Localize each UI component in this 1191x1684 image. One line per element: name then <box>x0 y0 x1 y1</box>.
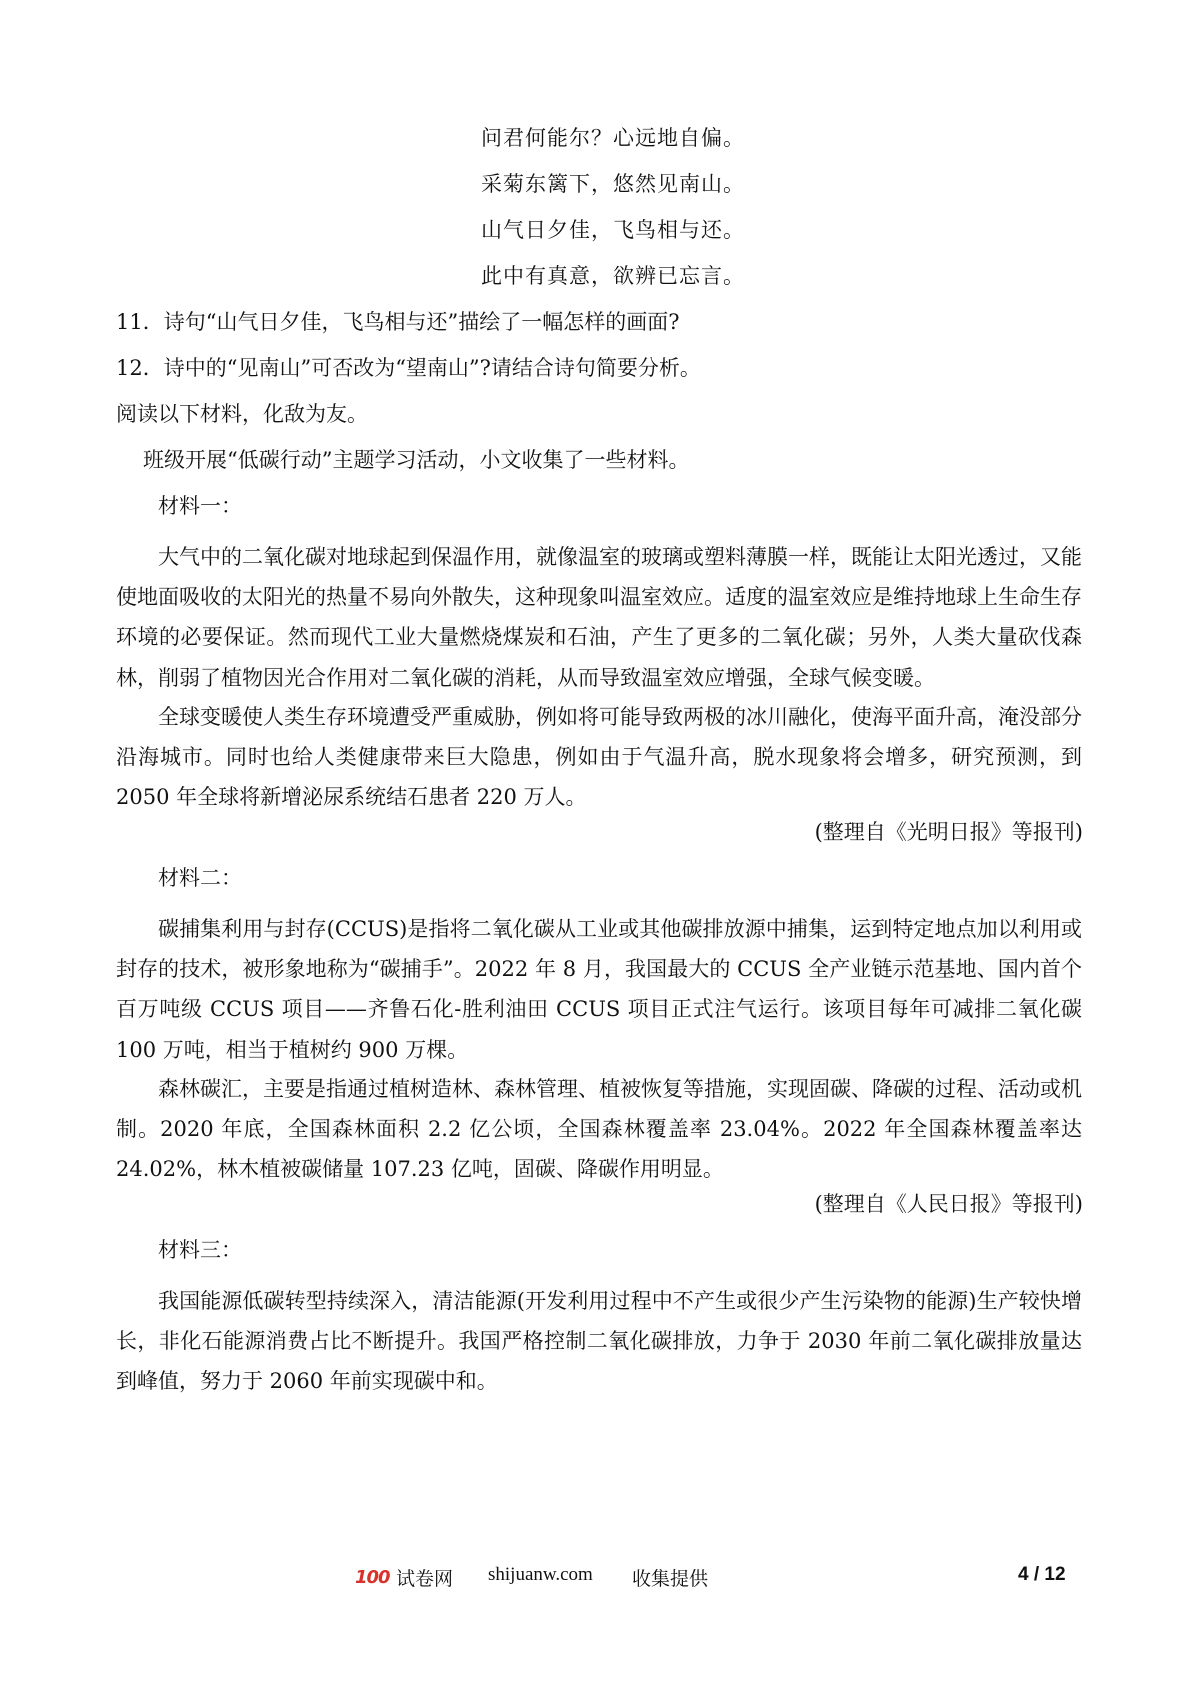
material-2-label: 材料二： <box>158 866 242 890</box>
poem-line-3: 山气日夕佳，飞鸟相与还。 <box>481 218 745 242</box>
reading-instruction: 阅读以下材料，化敌为友。 <box>116 402 368 426</box>
material-2-paragraph-2: 森林碳汇，主要是指通过植树造林、森林管理、植被恢复等措施，实现固碳、降碳的过程、活动或机制。2020 年底，全国森林面积 2.2 亿公顷，全国森林覆盖率 23.04%。2022 年全国森林覆盖率达 24.02%，林木植被碳储量 107.23 亿吨，固碳、降碳作用明显。 <box>116 1077 1082 1182</box>
material-2-paragraph-1: 碳捕集利用与封存(CCUS)是指将二氧化碳从工业或其他碳排放源中捕集，运到特定地点加以利用或封存的技术，被形象地称为“碳捕手”。2022 年 8 月，我国最大的 CCUS 全产业链示范基地、国内首个百万吨级 CCUS 项目——齐鲁石化-胜利油田 CCUS 项目正式注气运行。该项目每年可减排二氧化碳 100 万吨，相当于植树约 900 万棵。 <box>116 917 1082 1062</box>
question-11: 11．诗句“山气日夕佳，飞鸟相与还”描绘了一幅怎样的画面? <box>116 310 680 334</box>
poem-line-1: 问君何能尔？心远地自偏。 <box>481 126 745 150</box>
poem-line-4: 此中有真意，欲辨已忘言。 <box>481 264 745 288</box>
activity-intro: 班级开展“低碳行动”主题学习活动，小文收集了一些材料。 <box>143 448 690 472</box>
material-3-label: 材料三： <box>158 1238 242 1262</box>
material-1-label: 材料一： <box>158 494 242 518</box>
poem-line-2: 采菊东篱下，悠然见南山。 <box>481 172 745 196</box>
material-3-paragraph-1: 我国能源低碳转型持续深入，清洁能源(开发利用过程中不产生或很少产生污染物的能源)生产较快增长，非化石能源消费占比不断提升。我国严格控制二氧化碳排放，力争于 2030 年前二氧化碳排放量达到峰值，努力于 2060 年前实现碳中和。 <box>116 1289 1082 1394</box>
question-12: 12．诗中的“见南山”可否改为“望南山”?请结合诗句简要分析。 <box>116 356 701 380</box>
material-1-paragraph-1: 大气中的二氧化碳对地球起到保温作用，就像温室的玻璃或塑料薄膜一样，既能让太阳光透过，又能使地面吸收的太阳光的热量不易向外散失，这种现象叫温室效应。适度的温室效应是维持地球上生命生存环境的必要保证。然而现代工业大量燃烧煤炭和石油，产生了更多的二氧化碳；另外，人类大量砍伐森林，削弱了植物因光合作用对二氧化碳的消耗，从而导致温室效应增强，全球气候变暖。 <box>116 545 1082 690</box>
page-footer <box>0 1563 1191 1595</box>
material-1-paragraph-2: 全球变暖使人类生存环境遭受严重威胁，例如将可能导致两极的冰川融化，使海平面升高，淹没部分沿海城市。同时也给人类健康带来巨大隐患，例如由于气温升高，脱水现象将会增多，研究预测，到 2050 年全球将新增泌尿系统结石患者 220 万人。 <box>116 705 1082 810</box>
site-name: 试卷网 <box>396 1568 454 1590</box>
material-2-source: (整理自《人民日报》等报刊) <box>814 1192 1083 1216</box>
material-1-source: (整理自《光明日报》等报刊) <box>814 820 1083 844</box>
page-number: 4 / 12 <box>1018 1564 1066 1585</box>
site-url-link[interactable]: shijuanw.com <box>488 1564 593 1585</box>
credit-text: 收集提供 <box>632 1568 709 1590</box>
site-logo: 100 <box>355 1567 390 1588</box>
